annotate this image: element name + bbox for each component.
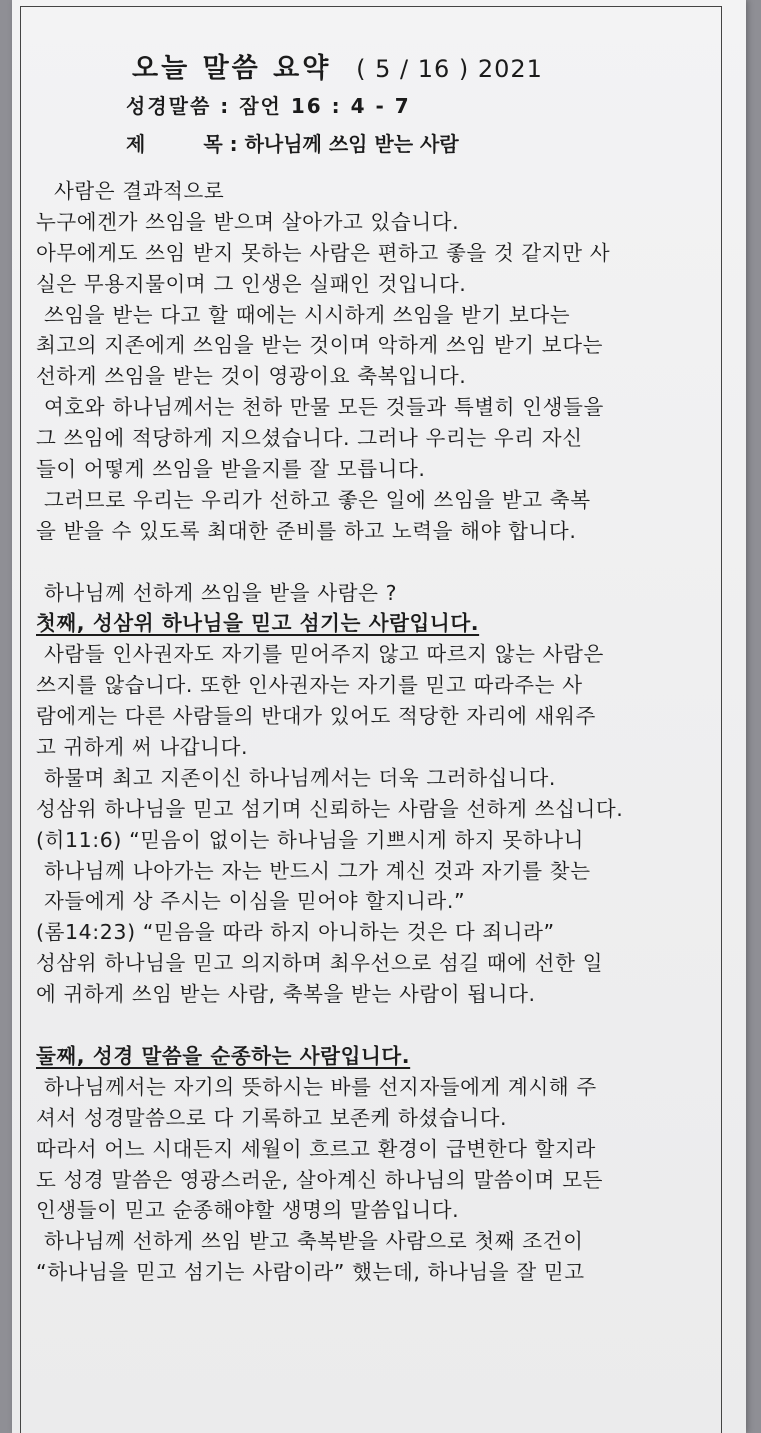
scripture-ref: 잠언 16 : 4 - 7 xyxy=(239,94,411,118)
body-line: 성삼위 하나님을 믿고 섬기며 신뢰하는 사람을 선하게 쓰십니다. xyxy=(36,796,624,821)
body-line: 그 쓰임에 적당하게 지으셨습니다. 그러나 우리는 우리 자신 xyxy=(36,426,583,451)
body-line: 아무에게도 쓰임 받지 못하는 사람은 편하고 좋을 것 같지만 사 xyxy=(36,240,611,265)
body-line: 고 귀하게 써 나갑니다. xyxy=(36,735,249,760)
body-line: (롬14:23) “믿음을 따라 하지 아니하는 것은 다 죄니라” xyxy=(36,920,555,945)
title-text: 오늘 말씀 요약 xyxy=(132,53,332,84)
scripture-line xyxy=(126,90,746,119)
body-line: 하나님께 선하게 쓰임을 받을 사람은 ? xyxy=(44,580,398,605)
body-line: 자들에게 상 주시는 이심을 믿어야 할지니라.” xyxy=(44,889,466,914)
body-line: 도 성경 말씀은 영광스러운, 살아계신 하나님의 말씀이며 모든 xyxy=(36,1167,604,1192)
body-line: 실은 무용지물이며 그 인생은 실패인 것입니다. xyxy=(36,271,467,296)
body-line: “하나님을 믿고 섬기는 사람이라” 했는데, 하나님을 잘 믿고 xyxy=(36,1260,585,1285)
body-line: 사람들 인사권자도 자기를 믿어주지 않고 따르지 않는 사람은 xyxy=(44,642,604,667)
paragraph-gap xyxy=(36,1010,736,1041)
subject-label-2: 목 : xyxy=(203,132,238,156)
body-line: 최고의 지존에게 쓰임을 받는 것이며 악하게 쓰임 받기 보다는 xyxy=(36,333,604,358)
body-line: 성삼위 하나님을 믿고 의지하며 최우선으로 섬길 때에 선한 일 xyxy=(36,951,604,976)
sermon-sheet xyxy=(12,0,746,1433)
sermon-body xyxy=(36,176,736,1288)
body-line: 하나님께 나아가는 자는 반드시 그가 계신 것과 자기를 찾는 xyxy=(44,858,591,883)
body-line: 쓰지를 않습니다. 또한 인사권자는 자기를 믿고 따라주는 사 xyxy=(36,673,583,698)
body-line: 하물며 최고 지존이신 하나님께서는 더욱 그러하십니다. xyxy=(44,765,556,790)
subject-line xyxy=(126,128,746,157)
body-line: 람에게는 다른 사람들의 반대가 있어도 적당한 자리에 새워주 xyxy=(36,704,596,729)
body-line: 따라서 어느 시대든지 세월이 흐르고 환경이 급변한다 할지라 xyxy=(36,1136,596,1161)
body-line: 하나님께 선하게 쓰임 받고 축복받을 사람으로 첫째 조건이 xyxy=(44,1229,584,1254)
subject-text: 하나님께 쓰임 받는 사람 xyxy=(244,132,459,156)
body-line: (히11:6) “믿음이 없이는 하나님을 기쁘시게 하지 못하나니 xyxy=(36,827,585,852)
body-line: 을 받을 수 있도록 최대한 준비를 하고 노력을 해야 합니다. xyxy=(36,518,577,543)
body-line: 여호와 하나님께서는 천하 만물 모든 것들과 특별히 인생들을 xyxy=(44,395,604,420)
body-line: 들이 어떻게 쓰임을 받을지를 잘 모릅니다. xyxy=(36,457,426,482)
scripture-label: 성경말씀 : xyxy=(126,94,231,118)
section-heading-second: 둘째, 성경 말씀을 순종하는 사람입니다. xyxy=(36,1043,411,1068)
body-line: 사람은 결과적으로 xyxy=(54,179,225,203)
page-title xyxy=(132,46,746,85)
section-heading-first: 첫째, 성삼위 하나님을 믿고 섬기는 사람입니다. xyxy=(36,611,480,636)
body-line: 인생들이 믿고 순종해야할 생명의 말씀입니다. xyxy=(36,1198,460,1223)
body-line: 쓰임을 받는 다고 할 때에는 시시하게 쓰임을 받기 보다는 xyxy=(44,302,571,327)
body-line: 그러므로 우리는 우리가 선하고 좋은 일에 쓰임을 받고 축복 xyxy=(44,487,591,512)
title-date: ( 5 / 16 ) 2021 xyxy=(356,55,543,83)
body-line: 에 귀하게 쓰임 받는 사람, 축복을 받는 사람이 됩니다. xyxy=(36,982,536,1007)
body-line: 누구에겐가 쓰임을 받으며 살아가고 있습니다. xyxy=(36,209,460,234)
body-line: 하나님께서는 자기의 뜻하시는 바를 선지자들에게 계시해 주 xyxy=(44,1074,597,1099)
subject-label-1: 제 xyxy=(126,132,146,156)
body-line: 셔서 성경말씀으로 다 기록하고 보존케 하셨습니다. xyxy=(36,1105,508,1130)
paragraph-gap xyxy=(36,547,736,578)
body-line: 선하게 쓰임을 받는 것이 영광이요 축복입니다. xyxy=(36,364,467,389)
